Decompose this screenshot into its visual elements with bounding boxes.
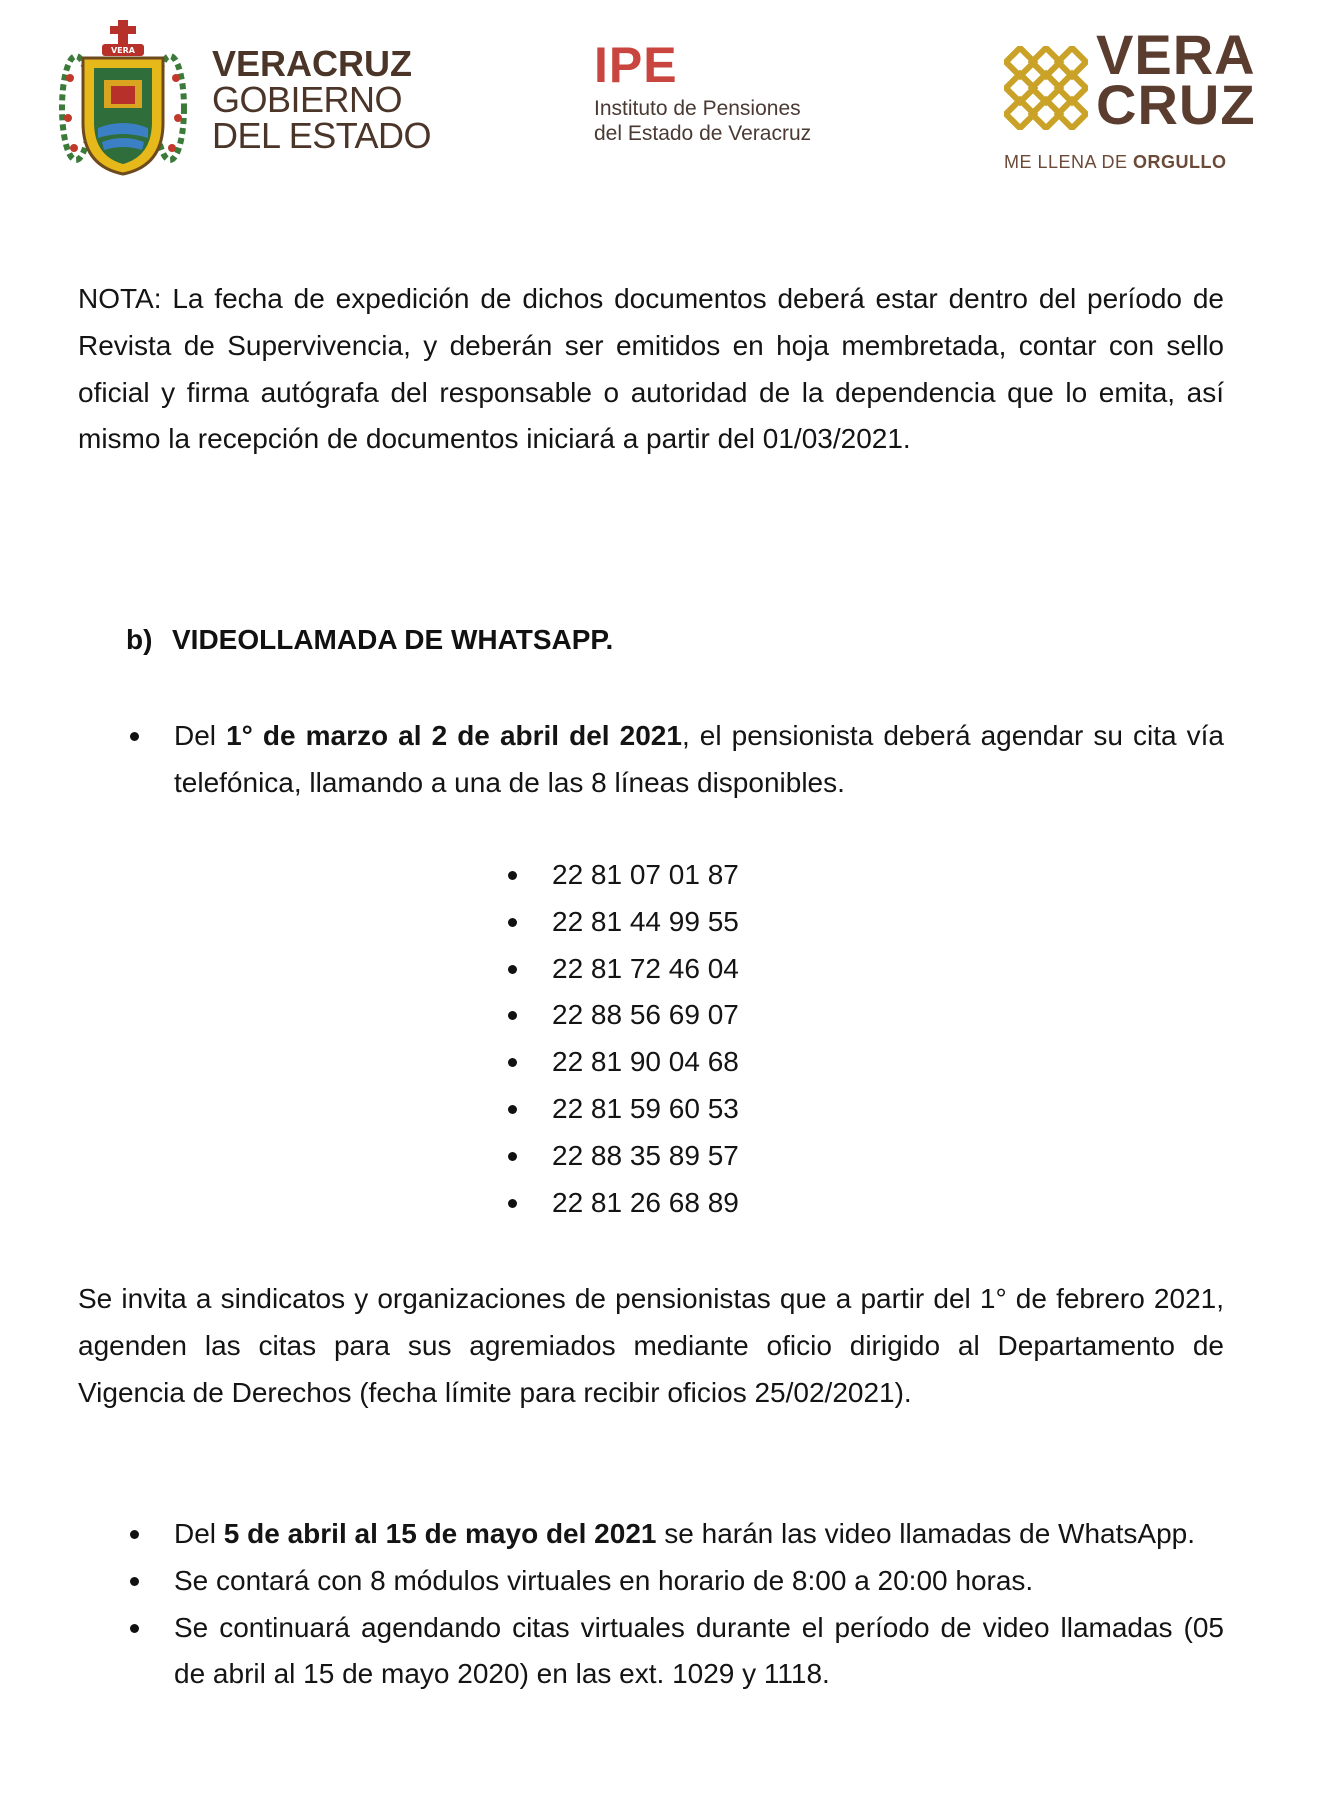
bullet-icon <box>508 871 517 880</box>
knot-pattern-icon <box>1004 46 1088 130</box>
bullet-icon <box>508 1199 517 1208</box>
svg-text:VERA: VERA <box>110 46 136 55</box>
ipe-logo <box>594 38 854 148</box>
gov-logo-line3: DEL ESTADO <box>212 115 432 156</box>
bullet-icon <box>508 1152 517 1161</box>
phone-list-item: 22 81 44 99 55 <box>504 899 739 946</box>
bullet-icon <box>508 1011 517 1020</box>
list-item: Del 1° de marzo al 2 de abril del 2021, el pensionista deberá agendar su cita vía telefónica, llamando a una de las 8 líneas disponibles. <box>126 713 1224 807</box>
section-number: b) <box>126 624 153 655</box>
bullet-icon <box>508 1058 517 1067</box>
veracruz-brand-logo <box>1004 23 1264 178</box>
list-item: Del 5 de abril al 15 de mayo del 2021 se harán las video llamadas de WhatsApp. <box>126 1511 1224 1558</box>
letterhead <box>0 0 1344 190</box>
bullet-icon <box>130 1530 139 1539</box>
section-title: VIDEOLLAMADA DE WHATSAPP. <box>172 624 614 655</box>
bullet-list-videocalls <box>126 1511 1224 1698</box>
gov-logo-line2: GOBIERNO <box>212 79 403 120</box>
phone-list-item: 22 88 56 69 07 <box>504 992 739 1039</box>
veracruz-logo-line1: VERA <box>1096 23 1256 86</box>
list-item: Se contará con 8 módulos virtuales en horario de 8:00 a 20:00 horas. <box>126 1558 1224 1605</box>
bullet-list-schedule <box>126 713 1224 807</box>
bullet-icon <box>508 918 517 927</box>
veracruz-logo-line2: CRUZ <box>1096 73 1256 136</box>
phone-list-item: 22 81 26 68 89 <box>504 1180 739 1227</box>
phone-list-item: 22 81 07 01 87 <box>504 852 739 899</box>
veracruz-coat-of-arms-icon <box>58 18 188 178</box>
gov-logo-line1: VERACRUZ <box>212 43 413 84</box>
invite-paragraph: Se invita a sindicatos y organizaciones de pensionistas que a partir del 1° de febrero 2021, agenden las citas para sus agremiados mediante oficio dirigido al Departamento de Vigencia de Derechos (fecha límite para recibir oficios 25/02/2021). <box>78 1283 1224 1408</box>
phone-list-item: 22 81 59 60 53 <box>504 1086 739 1133</box>
section-b-heading <box>126 620 613 660</box>
phone-list-item: 22 81 90 04 68 <box>504 1039 739 1086</box>
ipe-logo-title: IPE <box>594 37 678 93</box>
veracruz-government-logo <box>58 18 438 178</box>
bullet-icon <box>508 1105 517 1114</box>
bullet-icon <box>130 1624 139 1633</box>
ipe-logo-subtitle-2: del Estado de Veracruz <box>594 122 812 145</box>
ipe-logo-subtitle-1: Instituto de Pensiones <box>594 97 801 120</box>
list-item: Se continuará agendando citas virtuales durante el período de video llamadas (05 de abril al 15 de mayo 2020) en las ext. 1029 y 1118. <box>126 1605 1224 1699</box>
phone-list-item: 22 88 35 89 57 <box>504 1133 739 1180</box>
phone-number-list <box>504 852 739 1226</box>
nota-paragraph: NOTA: La fecha de expedición de dichos documentos deberá estar dentro del período de Revista de Supervivencia, y deberán ser emitidos en hoja membretada, contar con sello oficial y firma autógrafa del responsable o autoridad de la dependencia que lo emita, así mismo la recepción de documentos iniciará a partir del 01/03/2021. <box>78 283 1224 455</box>
phone-list-item: 22 81 72 46 04 <box>504 946 739 993</box>
veracruz-tagline: ME LLENA DE ORGULLO <box>1004 152 1227 172</box>
bullet-icon <box>130 1577 139 1586</box>
bullet-icon <box>130 732 139 741</box>
bullet-icon <box>508 965 517 974</box>
